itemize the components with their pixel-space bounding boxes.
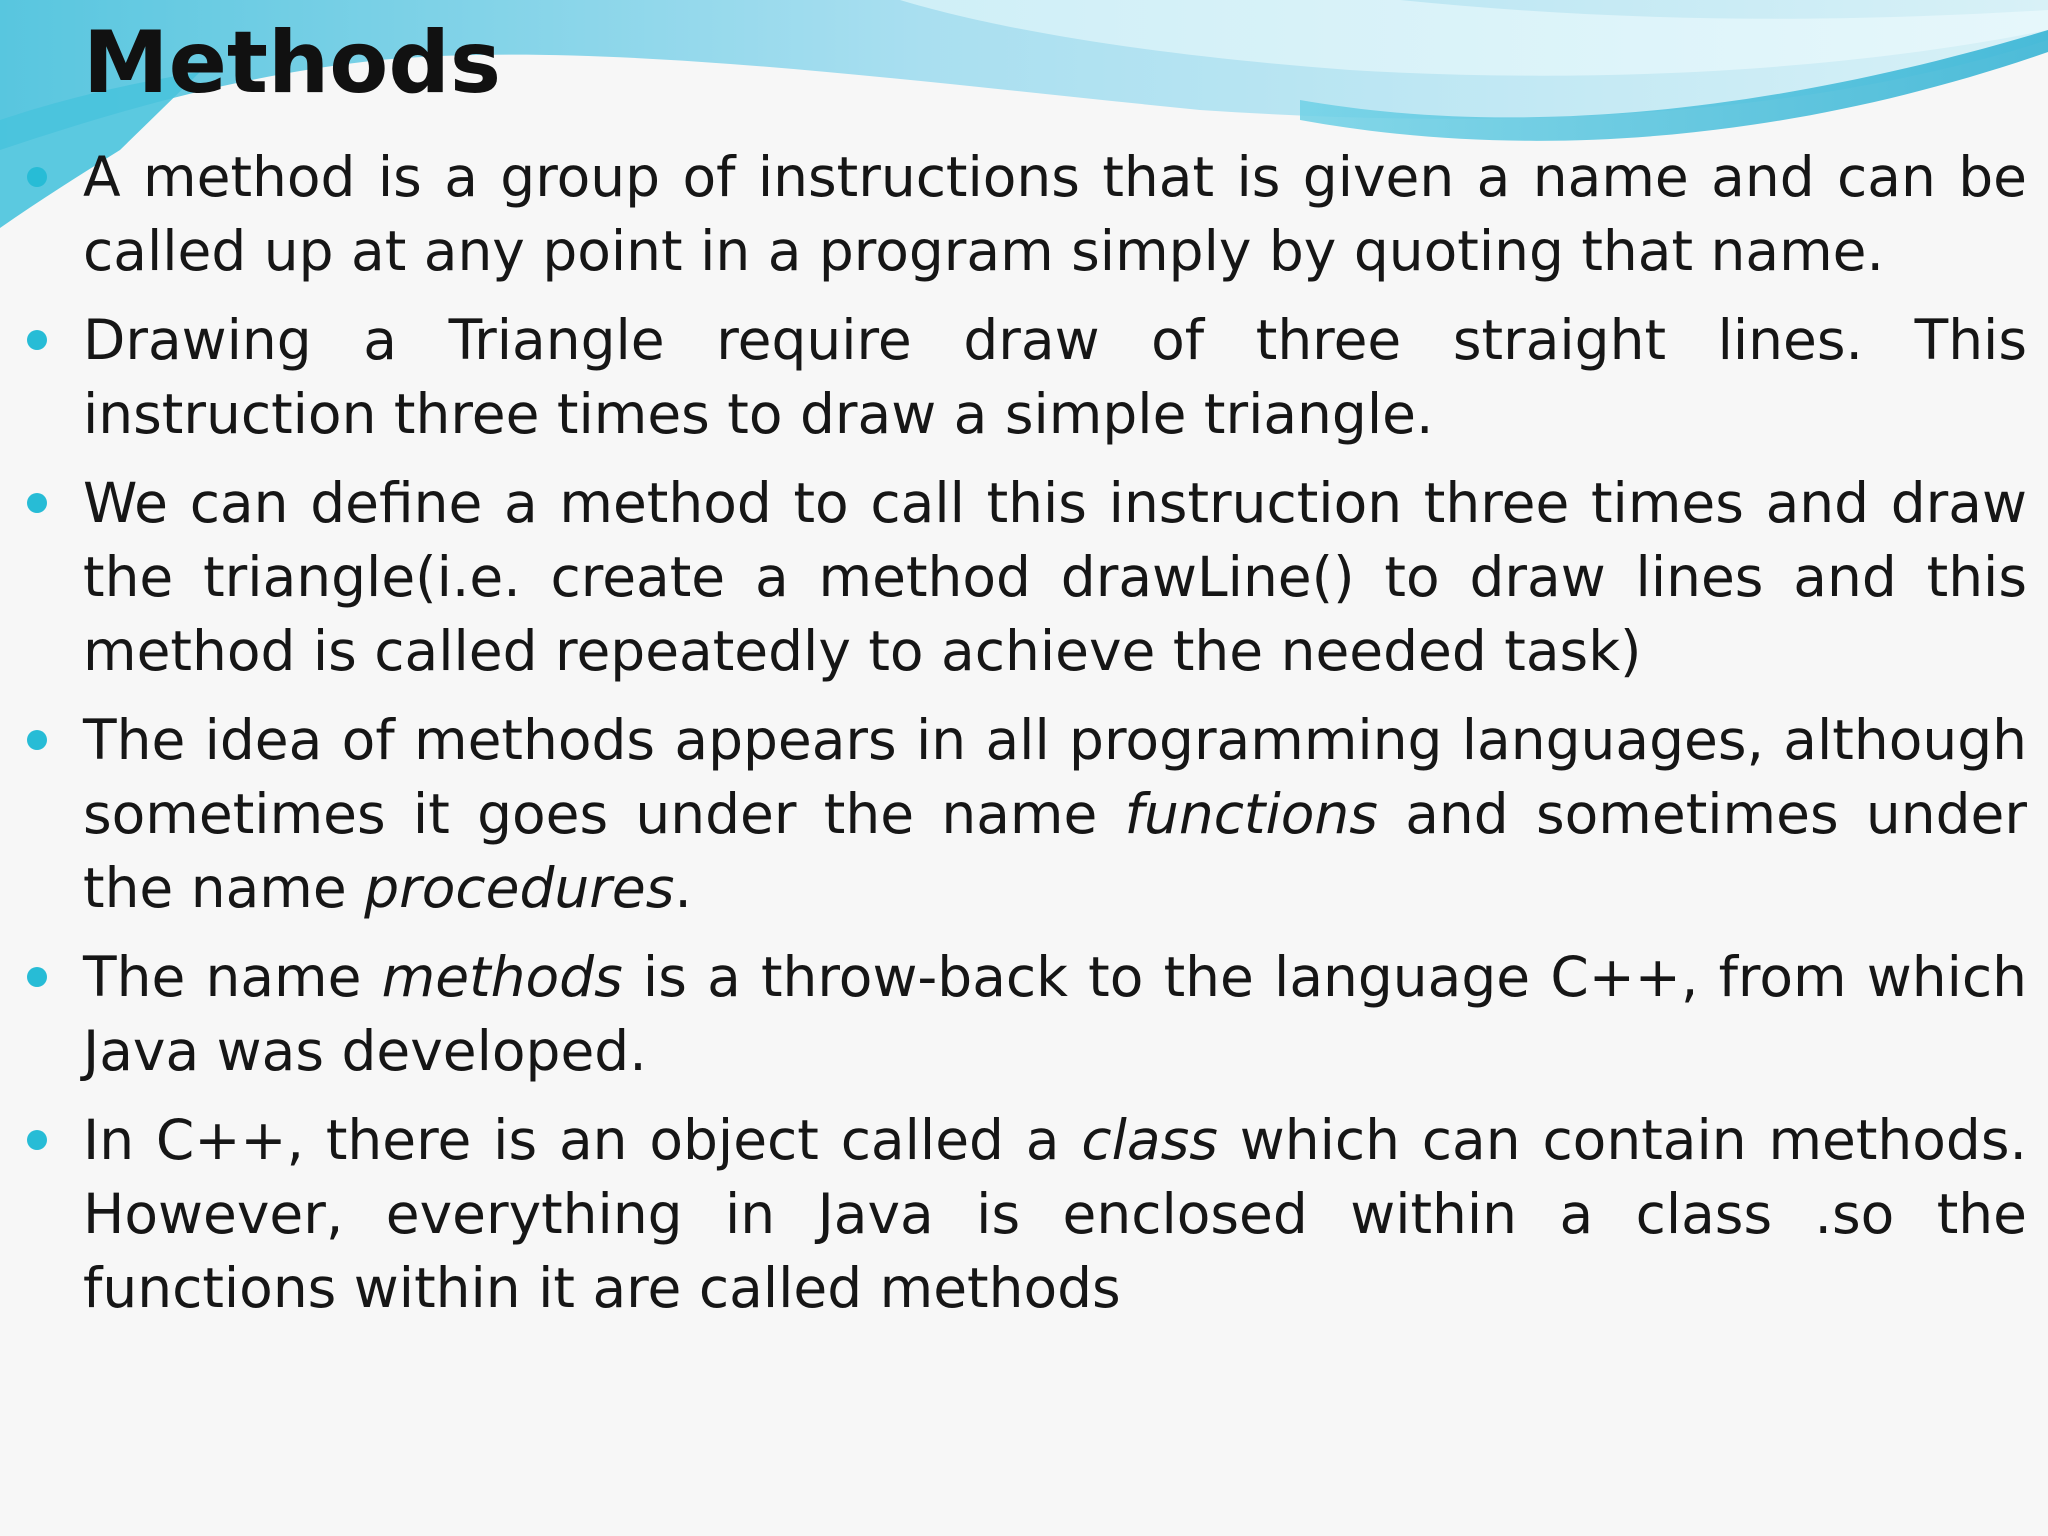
- bullet-text: [83, 1108, 2027, 1320]
- italic-term: class: [1081, 1108, 1218, 1172]
- text-run: is a throw-back to the language C++, from which Java was developed.: [83, 945, 2027, 1083]
- bullet-item: [0, 466, 2027, 688]
- bullet-text: [83, 708, 2027, 920]
- bullet-item: [0, 940, 2027, 1088]
- italic-term: procedures: [364, 856, 675, 920]
- bullet-text: [83, 308, 2027, 446]
- bullet-dot-icon: [27, 730, 47, 750]
- text-run: The name: [83, 945, 382, 1009]
- bullet-text: [83, 145, 2027, 283]
- bullet-item: [0, 703, 2027, 925]
- bullet-dot-icon: [27, 493, 47, 513]
- text-run: and sometimes under the name: [83, 782, 2028, 920]
- bullet-dot-icon: [27, 330, 47, 350]
- bullet-dot-icon: [27, 167, 47, 187]
- bullet-text: [83, 471, 2027, 683]
- text-run: The idea of methods appears in all programming languages, although sometimes it goes under the name: [83, 708, 2027, 846]
- bullet-text: [83, 945, 2027, 1083]
- bullet-list: [0, 140, 2048, 1340]
- text-run: A method is a group of instructions that is given a name and can be called up at any point in a program simply by quoting that name.: [83, 145, 2027, 283]
- italic-term: methods: [381, 945, 623, 1009]
- text-run: Drawing a Triangle require draw of three straight lines. This instruction three times to draw a simple triangle.: [83, 308, 2027, 446]
- bullet-dot-icon: [27, 1130, 47, 1150]
- bullet-item: [0, 303, 2027, 451]
- text-run: We can define a method to call this instruction three times and draw the triangle(i.e. create a method drawLine() to draw lines and this method is called repeatedly to achieve the needed task): [83, 471, 2027, 683]
- text-run: In C++, there is an object called a: [83, 1108, 1082, 1172]
- text-run: which can contain methods. However, everything in Java is enclosed within a class .so the functions within it are called methods: [83, 1108, 2027, 1320]
- italic-term: functions: [1124, 782, 1378, 846]
- bullet-dot-icon: [27, 967, 47, 987]
- bullet-item: [0, 1103, 2027, 1325]
- bullet-item: [0, 140, 2027, 288]
- text-run: .: [674, 856, 692, 920]
- slide-title: Methods: [83, 13, 502, 113]
